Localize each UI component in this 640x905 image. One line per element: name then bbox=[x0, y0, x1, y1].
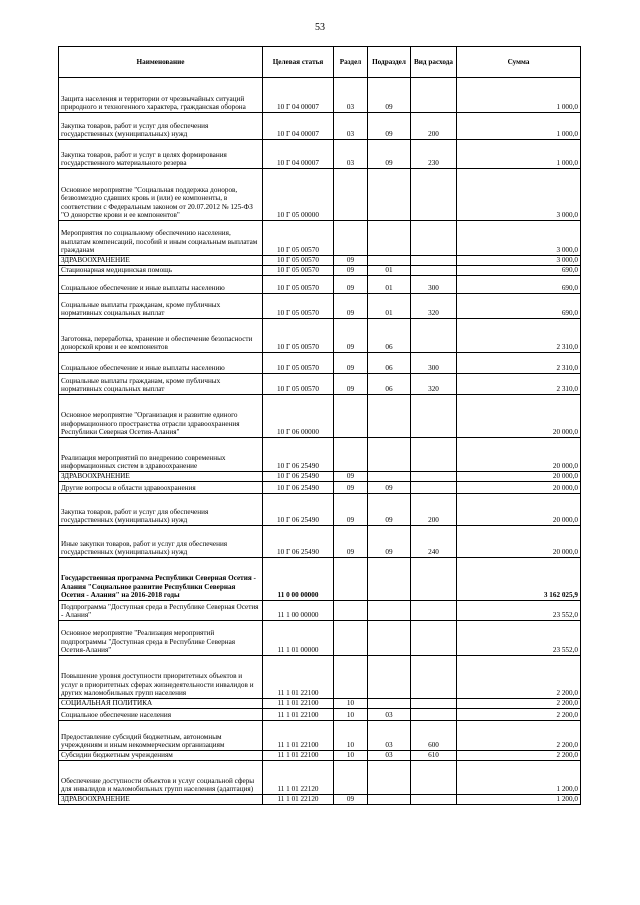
cell-section: 09 bbox=[334, 494, 368, 526]
budget-table bbox=[58, 46, 581, 805]
table-row bbox=[59, 294, 581, 319]
table-row bbox=[59, 795, 581, 805]
cell-section: 09 bbox=[334, 319, 368, 353]
cell-target-article: 10 Г 05 00570 bbox=[263, 374, 334, 395]
cell-target-article: 10 Г 05 00570 bbox=[263, 276, 334, 294]
cell-expense-type bbox=[411, 656, 457, 699]
cell-amount: 3 000,0 bbox=[457, 221, 581, 256]
cell-amount: 2 310,0 bbox=[457, 374, 581, 395]
cell-amount: 690,0 bbox=[457, 266, 581, 276]
cell-subsection: 09 bbox=[368, 494, 411, 526]
cell-section: 03 bbox=[334, 78, 368, 113]
cell-target-article: 11 1 01 22100 bbox=[263, 751, 334, 761]
cell-name: ЗДРАВООХРАНЕНИЕ bbox=[59, 472, 263, 482]
table-row bbox=[59, 140, 581, 169]
cell-subsection bbox=[368, 558, 411, 601]
cell-subsection: 03 bbox=[368, 721, 411, 751]
cell-amount: 690,0 bbox=[457, 294, 581, 319]
cell-section bbox=[334, 761, 368, 795]
cell-amount: 1 200,0 bbox=[457, 761, 581, 795]
cell-section: 09 bbox=[334, 482, 368, 494]
cell-section: 03 bbox=[334, 113, 368, 140]
cell-expense-type bbox=[411, 319, 457, 353]
cell-subsection bbox=[368, 256, 411, 266]
cell-expense-type bbox=[411, 221, 457, 256]
cell-expense-type bbox=[411, 256, 457, 266]
cell-section: 09 bbox=[334, 795, 368, 805]
cell-amount: 23 552,0 bbox=[457, 601, 581, 621]
cell-name: Социальные выплаты гражданам, кроме публичных нормативных социальных выплат bbox=[59, 294, 263, 319]
cell-name: Закупка товаров, работ и услуг для обеспечения государственных (муниципальных) нужд bbox=[59, 113, 263, 140]
cell-subsection bbox=[368, 472, 411, 482]
cell-target-article: 10 Г 04 00007 bbox=[263, 140, 334, 169]
cell-expense-type bbox=[411, 482, 457, 494]
cell-target-article: 11 1 01 22100 bbox=[263, 721, 334, 751]
cell-target-article: 10 Г 05 00570 bbox=[263, 256, 334, 266]
cell-subsection: 03 bbox=[368, 709, 411, 721]
cell-name: Государственная программа Республики Северная Осетия - Алания "Социальное развитие Республики Северная Осетия - Алания" на 2016-2018 годы bbox=[59, 558, 263, 601]
cell-section bbox=[334, 395, 368, 438]
cell-amount: 20 000,0 bbox=[457, 494, 581, 526]
cell-target-article: 11 1 01 22100 bbox=[263, 699, 334, 709]
cell-name: Подпрограмма "Доступная среда в Республике Северная Осетия - Алания" bbox=[59, 601, 263, 621]
cell-name: Предоставление субсидий бюджетным, автономным учреждениям и иным некоммерческим организациям bbox=[59, 721, 263, 751]
cell-expense-type: 230 bbox=[411, 140, 457, 169]
table-row bbox=[59, 113, 581, 140]
cell-amount: 2 200,0 bbox=[457, 721, 581, 751]
cell-subsection bbox=[368, 795, 411, 805]
cell-target-article: 11 1 00 00000 bbox=[263, 601, 334, 621]
cell-name: Заготовка, переработка, хранение и обеспечение безопасности донорской крови и ее компонентов bbox=[59, 319, 263, 353]
table-row bbox=[59, 266, 581, 276]
cell-subsection: 01 bbox=[368, 294, 411, 319]
cell-section: 10 bbox=[334, 709, 368, 721]
cell-amount: 3 000,0 bbox=[457, 169, 581, 221]
table-row bbox=[59, 256, 581, 266]
table-row bbox=[59, 761, 581, 795]
cell-amount: 23 552,0 bbox=[457, 621, 581, 656]
cell-name: Социальные выплаты гражданам, кроме публичных нормативных социальных выплат bbox=[59, 374, 263, 395]
cell-section: 09 bbox=[334, 266, 368, 276]
cell-section: 09 bbox=[334, 276, 368, 294]
table-row bbox=[59, 276, 581, 294]
cell-subsection: 06 bbox=[368, 374, 411, 395]
cell-subsection: 09 bbox=[368, 482, 411, 494]
table-row bbox=[59, 395, 581, 438]
cell-expense-type bbox=[411, 709, 457, 721]
header-subsection: Подраздел bbox=[368, 47, 411, 78]
cell-expense-type bbox=[411, 78, 457, 113]
table-row bbox=[59, 169, 581, 221]
cell-name: Основное мероприятие "Реализация мероприятий подпрограммы "Доступная среда в Республике Северная Осетия-Алания" bbox=[59, 621, 263, 656]
cell-target-article: 11 0 00 00000 bbox=[263, 558, 334, 601]
cell-amount: 20 000,0 bbox=[457, 472, 581, 482]
cell-amount: 1 000,0 bbox=[457, 78, 581, 113]
cell-amount: 690,0 bbox=[457, 276, 581, 294]
table-row bbox=[59, 526, 581, 558]
cell-section bbox=[334, 656, 368, 699]
cell-name: Реализация мероприятий по внедрению современных информационных систем в здравоохранение bbox=[59, 438, 263, 472]
table-row bbox=[59, 494, 581, 526]
cell-amount: 3 000,0 bbox=[457, 256, 581, 266]
cell-target-article: 10 Г 06 25490 bbox=[263, 494, 334, 526]
cell-target-article: 11 1 01 22100 bbox=[263, 709, 334, 721]
table-row bbox=[59, 353, 581, 374]
cell-amount: 1 000,0 bbox=[457, 140, 581, 169]
cell-target-article: 11 1 01 00000 bbox=[263, 621, 334, 656]
cell-target-article: 10 Г 05 00570 bbox=[263, 353, 334, 374]
cell-name: ЗДРАВООХРАНЕНИЕ bbox=[59, 795, 263, 805]
cell-section: 09 bbox=[334, 294, 368, 319]
cell-name: Закупка товаров, работ и услуг в целях формирования государственного материального резерва bbox=[59, 140, 263, 169]
table-row bbox=[59, 721, 581, 751]
cell-expense-type bbox=[411, 169, 457, 221]
cell-subsection bbox=[368, 761, 411, 795]
cell-subsection bbox=[368, 699, 411, 709]
cell-name: Закупка товаров, работ и услуг для обеспечения государственных (муниципальных) нужд bbox=[59, 494, 263, 526]
cell-expense-type: 300 bbox=[411, 353, 457, 374]
cell-target-article: 11 1 01 22100 bbox=[263, 656, 334, 699]
cell-target-article: 10 Г 06 25490 bbox=[263, 438, 334, 472]
cell-expense-type: 240 bbox=[411, 526, 457, 558]
cell-expense-type bbox=[411, 761, 457, 795]
cell-target-article: 10 Г 04 00007 bbox=[263, 78, 334, 113]
table-row bbox=[59, 472, 581, 482]
cell-name: Субсидии бюджетным учреждениям bbox=[59, 751, 263, 761]
header-target-article: Целевая статья bbox=[263, 47, 334, 78]
cell-name: Повышение уровня доступности приоритетных объектов и услуг в приоритетных сферах жизнедеятельности инвалидов и других маломобильных групп населения bbox=[59, 656, 263, 699]
cell-expense-type bbox=[411, 395, 457, 438]
cell-target-article: 10 Г 05 00000 bbox=[263, 169, 334, 221]
cell-amount: 2 310,0 bbox=[457, 319, 581, 353]
cell-name: Стационарная медицинская помощь bbox=[59, 266, 263, 276]
cell-section: 09 bbox=[334, 374, 368, 395]
cell-amount: 2 200,0 bbox=[457, 699, 581, 709]
cell-target-article: 10 Г 06 25490 bbox=[263, 472, 334, 482]
cell-expense-type bbox=[411, 795, 457, 805]
cell-target-article: 11 1 01 22120 bbox=[263, 761, 334, 795]
cell-amount: 3 162 025,9 bbox=[457, 558, 581, 601]
cell-amount: 1 200,0 bbox=[457, 795, 581, 805]
cell-name: ЗДРАВООХРАНЕНИЕ bbox=[59, 256, 263, 266]
cell-expense-type: 200 bbox=[411, 113, 457, 140]
header-expense-type: Вид расхода bbox=[411, 47, 457, 78]
cell-name: Другие вопросы в области здравоохранения bbox=[59, 482, 263, 494]
cell-amount: 20 000,0 bbox=[457, 526, 581, 558]
cell-expense-type bbox=[411, 558, 457, 601]
cell-expense-type bbox=[411, 601, 457, 621]
cell-target-article: 10 Г 06 25490 bbox=[263, 482, 334, 494]
cell-expense-type: 200 bbox=[411, 494, 457, 526]
cell-section bbox=[334, 601, 368, 621]
cell-section bbox=[334, 558, 368, 601]
cell-name: Социальное обеспечение населения bbox=[59, 709, 263, 721]
cell-expense-type: 600 bbox=[411, 721, 457, 751]
cell-expense-type: 610 bbox=[411, 751, 457, 761]
cell-subsection bbox=[368, 621, 411, 656]
cell-amount: 2 310,0 bbox=[457, 353, 581, 374]
cell-name: Иные закупки товаров, работ и услуг для обеспечения государственных (муниципальных) нужд bbox=[59, 526, 263, 558]
cell-section: 10 bbox=[334, 751, 368, 761]
cell-target-article: 10 Г 06 00000 bbox=[263, 395, 334, 438]
table-row bbox=[59, 601, 581, 621]
cell-expense-type: 320 bbox=[411, 374, 457, 395]
cell-subsection: 09 bbox=[368, 526, 411, 558]
cell-target-article: 10 Г 06 25490 bbox=[263, 526, 334, 558]
cell-target-article: 10 Г 04 00007 bbox=[263, 113, 334, 140]
header-section: Раздел bbox=[334, 47, 368, 78]
cell-target-article: 11 1 01 22120 bbox=[263, 795, 334, 805]
table-row bbox=[59, 438, 581, 472]
cell-section: 03 bbox=[334, 140, 368, 169]
cell-target-article: 10 Г 05 00570 bbox=[263, 266, 334, 276]
cell-name: Социальное обеспечение и иные выплаты населению bbox=[59, 353, 263, 374]
cell-subsection: 01 bbox=[368, 266, 411, 276]
cell-amount: 1 000,0 bbox=[457, 113, 581, 140]
cell-expense-type bbox=[411, 621, 457, 656]
cell-expense-type: 320 bbox=[411, 294, 457, 319]
page-number: 53 bbox=[315, 22, 325, 33]
header-amount: Сумма bbox=[457, 47, 581, 78]
cell-section bbox=[334, 438, 368, 472]
cell-subsection bbox=[368, 221, 411, 256]
cell-subsection bbox=[368, 438, 411, 472]
cell-amount: 20 000,0 bbox=[457, 395, 581, 438]
cell-subsection bbox=[368, 656, 411, 699]
table-header-row bbox=[59, 47, 581, 78]
cell-amount: 2 200,0 bbox=[457, 751, 581, 761]
cell-target-article: 10 Г 05 00570 bbox=[263, 319, 334, 353]
table-row bbox=[59, 558, 581, 601]
cell-expense-type: 300 bbox=[411, 276, 457, 294]
cell-subsection: 03 bbox=[368, 751, 411, 761]
cell-subsection: 09 bbox=[368, 78, 411, 113]
cell-name: СОЦИАЛЬНАЯ ПОЛИТИКА bbox=[59, 699, 263, 709]
cell-target-article: 10 Г 05 00570 bbox=[263, 221, 334, 256]
cell-section: 09 bbox=[334, 256, 368, 266]
cell-subsection: 09 bbox=[368, 140, 411, 169]
cell-expense-type bbox=[411, 472, 457, 482]
cell-amount: 20 000,0 bbox=[457, 438, 581, 472]
table-row bbox=[59, 221, 581, 256]
cell-expense-type bbox=[411, 438, 457, 472]
cell-amount: 2 200,0 bbox=[457, 709, 581, 721]
cell-subsection: 06 bbox=[368, 353, 411, 374]
cell-expense-type bbox=[411, 699, 457, 709]
cell-subsection bbox=[368, 169, 411, 221]
cell-amount: 2 200,0 bbox=[457, 656, 581, 699]
table-row bbox=[59, 319, 581, 353]
cell-name: Мероприятия по социальному обеспечению населения, выплатам компенсаций, пособий и иным социальным выплатам гражданам bbox=[59, 221, 263, 256]
cell-name: Защита населения и территории от чрезвычайных ситуаций природного и техногенного характера, гражданская оборона bbox=[59, 78, 263, 113]
table-row bbox=[59, 482, 581, 494]
cell-target-article: 10 Г 05 00570 bbox=[263, 294, 334, 319]
cell-name: Основное мероприятие "Организация и развитие единого информационного пространства отрасли здравоохранения Республики Северная Осетия-Алания" bbox=[59, 395, 263, 438]
cell-expense-type bbox=[411, 266, 457, 276]
table-row bbox=[59, 78, 581, 113]
cell-name: Обеспечение доступности объектов и услуг социальной сферы для инвалидов и маломобильных групп населения (адаптация) bbox=[59, 761, 263, 795]
cell-section: 09 bbox=[334, 472, 368, 482]
cell-subsection bbox=[368, 395, 411, 438]
cell-amount: 20 000,0 bbox=[457, 482, 581, 494]
cell-subsection: 06 bbox=[368, 319, 411, 353]
cell-section bbox=[334, 169, 368, 221]
cell-subsection: 01 bbox=[368, 276, 411, 294]
cell-subsection bbox=[368, 601, 411, 621]
cell-subsection: 09 bbox=[368, 113, 411, 140]
cell-section bbox=[334, 621, 368, 656]
table-row bbox=[59, 751, 581, 761]
table-row bbox=[59, 709, 581, 721]
cell-section bbox=[334, 221, 368, 256]
table-row bbox=[59, 621, 581, 656]
cell-section: 10 bbox=[334, 721, 368, 751]
cell-section: 10 bbox=[334, 699, 368, 709]
table-row bbox=[59, 656, 581, 699]
cell-name: Социальное обеспечение и иные выплаты населению bbox=[59, 276, 263, 294]
table-row bbox=[59, 374, 581, 395]
table-row bbox=[59, 699, 581, 709]
cell-section: 09 bbox=[334, 526, 368, 558]
header-name: Наименование bbox=[59, 47, 263, 78]
cell-section: 09 bbox=[334, 353, 368, 374]
cell-name: Основное мероприятие "Социальная поддержка доноров, безвозмездно сдавших кровь и (или) ее компоненты, в соответствии с Федеральным законом от 20.07.2012 № 125-ФЗ "О донорстве крови и ее компонентов" bbox=[59, 169, 263, 221]
